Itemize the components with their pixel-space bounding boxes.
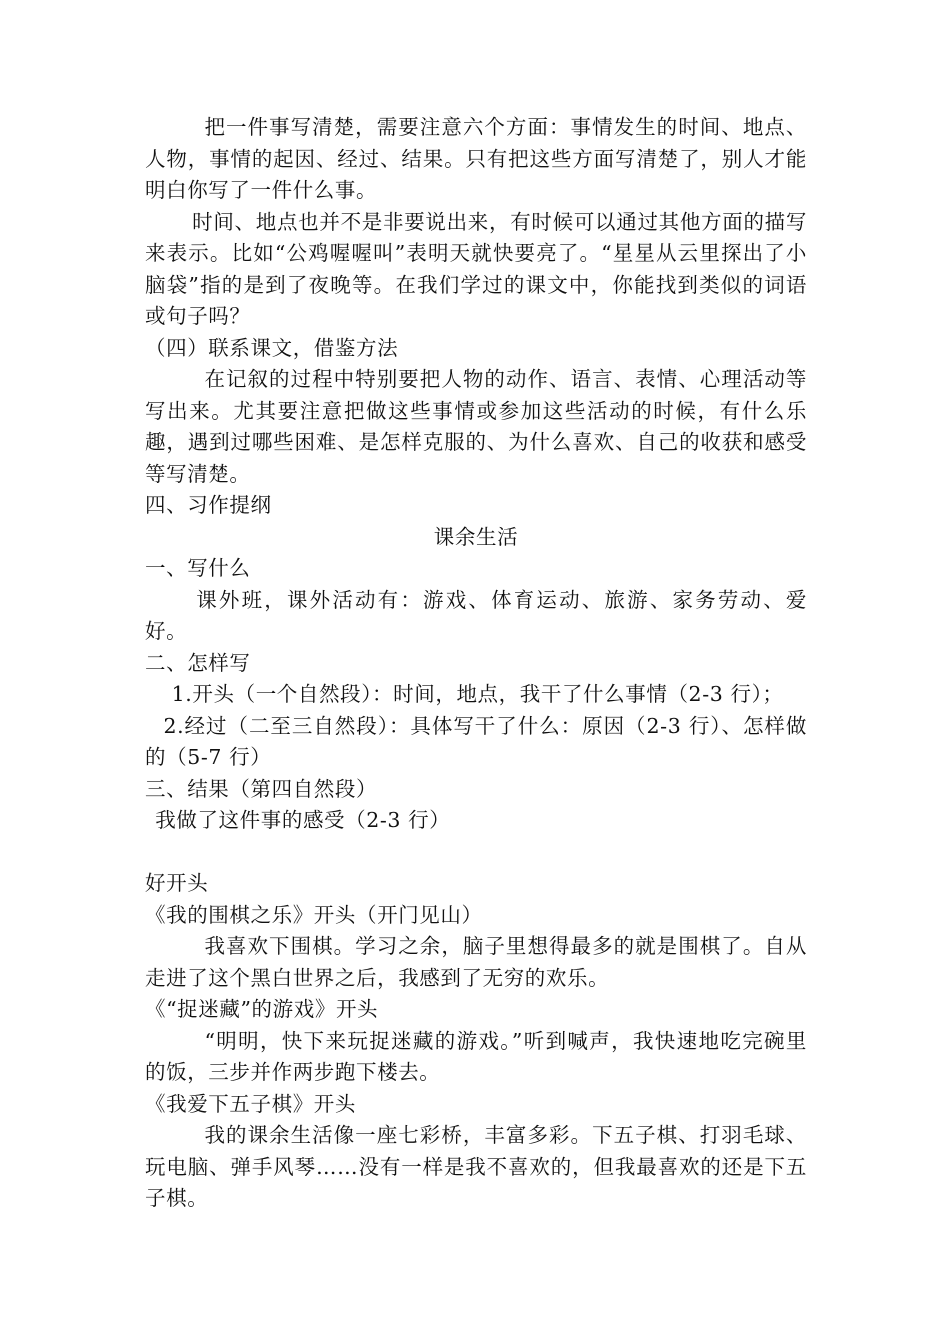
section-heading-learn-from-texts: （四）联系课文，借鉴方法 [145,335,399,360]
example-title-gomoku: 《我爱下五子棋》开头 [145,1091,356,1116]
section-heading-outline: 四、习作提纲 [145,493,272,517]
outline-how-opening: 1.开头（一个自然段）：时间，地点，我干了什么事情（2-3 行）； [171,682,784,706]
example-text-hide-and-seek: “明明，快下来玩捉迷藏的游戏。”听到喊声，我快速地吃完碗里的饭，三步并作两步跑下楼去。 [145,1028,807,1084]
paragraph-narration-tips: 在记叙的过程中特别要把人物的动作、语言、表情、心理活动等写出来。尤其要注意把做这些事情或参加这些活动的时候，有什么乐趣，遇到过哪些困难、是怎样克服的、为什么喜欢、自己的收获和感受等写清楚。 [145,367,807,486]
section-heading-good-openings: 好开头 [145,871,209,895]
example-text-go: 我喜欢下围棋。学习之余，脑子里想得最多的就是围棋了。自从走进了这个黑白世界之后，我感到了无穷的欢乐。 [145,934,807,990]
outline-how-process: 2.经过（二至三自然段）：具体写干了什么：原因（2-3 行）、怎样做的（5-7 行） [145,713,807,769]
example-title-hide-and-seek: 《“捉迷藏”的游戏》开头 [145,997,379,1021]
outline-result-content: 我做了这件事的感受（2-3 行） [155,808,451,832]
paragraph-time-place: 时间、地点也并不是非要说出来，有时候可以通过其他方面的描写来表示。比如“公鸡喔喔叫”表明天就快要亮了。“星星从云里探出了小脑袋”指的是到了夜晚等。在我们学过的课文中，你能找到类似的词语或句子吗？ [145,209,807,328]
outline-what-content: 课外班，课外活动有：游戏、体育运动、旅游、家务劳动、爱好。 [145,587,807,643]
outline-heading-what: 一、写什么 [145,556,251,580]
paragraph-six-aspects: 把一件事写清楚，需要注意六个方面：事情发生的时间、地点、人物，事情的起因、经过、结果。只有把这些方面写清楚了，别人才能明白你写了一件什么事。 [145,115,807,202]
document-page [145,112,807,1215]
outline-heading-result: 三、结果（第四自然段） [145,776,378,801]
example-title-go: 《我的围棋之乐》开头（开门见山） [145,902,483,927]
outline-heading-how: 二、怎样写 [145,650,251,675]
example-text-gomoku: 我的课余生活像一座七彩桥，丰富多彩。下五子棋、打羽毛球、玩电脑、弹手风琴……没有一样是我不喜欢的，但我最喜欢的还是下五子棋。 [145,1123,807,1210]
blank-line [145,837,807,869]
outline-title: 课余生活 [433,524,519,549]
